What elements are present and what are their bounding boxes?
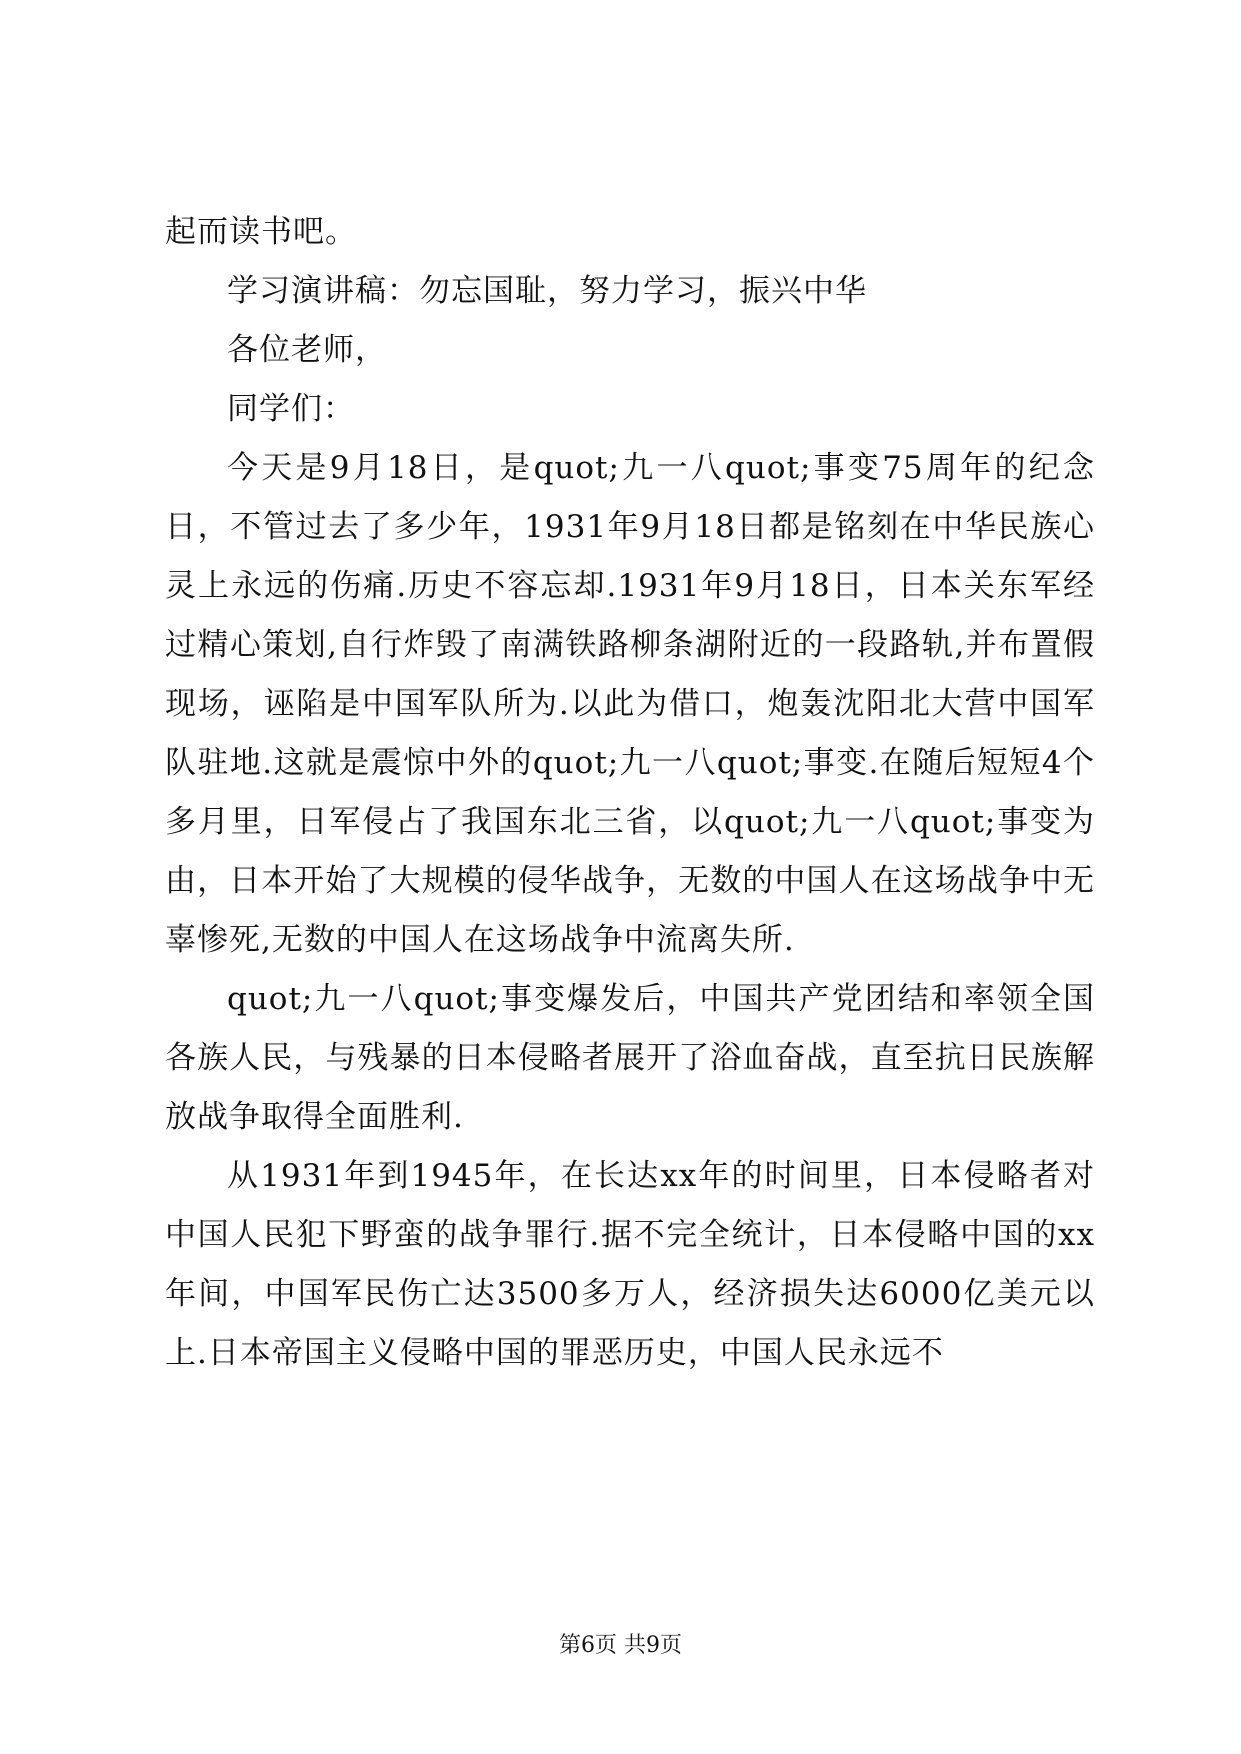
paragraph-opening-line: 起而读书吧。: [165, 214, 357, 250]
paragraph-september-18-history: 今天是9月18日，是quot;九一八quot;事变75周年的纪念日，不管过去了多少年，1931年9月18日都是铭刻在中华民族心灵上永远的伤痛.历史不容忘却.1931年9月18日，日本关东军经过精心策划,自行炸毁了南满铁路柳条湖附近的一段路轨,并布置假现场，诬陷是中国军队所为.以此为借口，炮轰沈阳北大营中国军队驻地.这就是震惊中外的quot;九一八quot;事变.在随后短短4个多月里，日军侵占了我国东北三省，以quot;九一八quot;事变为由，日本开始了大规模的侵华战争，无数的中国人在这场战争中无辜惨死,无数的中国人在这场战争中流离失所.: [165, 450, 1095, 958]
page-number-footer: 第6页 共9页: [559, 1633, 682, 1658]
salutation-teachers: 各位老师，: [227, 332, 387, 368]
speech-title: 学习演讲稿：勿忘国耻，努力学习，振兴中华: [227, 273, 867, 309]
paragraph-war-crimes: 从1931年到1945年，在长达xx年的时间里，日本侵略者对中国人民犯下野蛮的战争罪行.据不完全统计，日本侵略中国的xx年间，中国军民伤亡达3500多万人，经济损失达6000亿美元以上.日本帝国主义侵略中国的罪恶历史，中国人民永远不: [165, 1158, 1095, 1371]
salutation-students: 同学们：: [227, 391, 355, 427]
paragraph-resistance: quot;九一八quot;事变爆发后，中国共产党团结和率领全国各族人民，与残暴的日本侵略者展开了浴血奋战，直至抗日民族解放战争取得全面胜利.: [165, 981, 1095, 1135]
document-body: [165, 203, 1095, 1383]
